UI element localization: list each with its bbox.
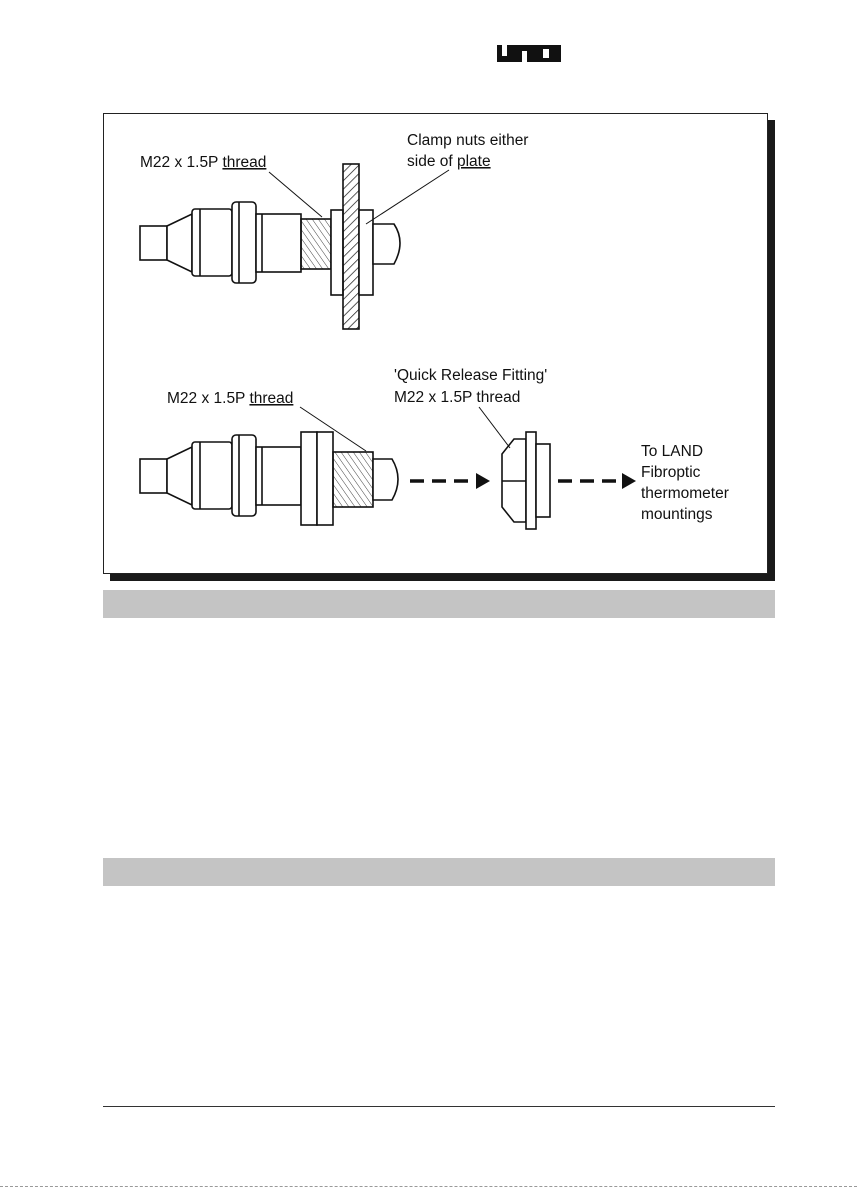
footer-rule xyxy=(103,1106,775,1107)
top-sensor-assembly xyxy=(140,164,400,329)
page-edge xyxy=(0,1186,857,1188)
clamp-nuts-label-line2: side of plate xyxy=(407,153,491,170)
mounting-diagram xyxy=(104,114,767,573)
destination-label-line4: mountings xyxy=(641,506,713,523)
quick-release-thread-label: M22 x 1.5P thread xyxy=(394,389,521,406)
destination-label-line3: thermometer xyxy=(641,485,729,502)
arrow-right-icon xyxy=(558,473,636,489)
quick-release-label: 'Quick Release Fitting' xyxy=(394,367,548,384)
clamp-nuts-label: Clamp nuts either xyxy=(407,132,529,149)
top-thread-leader xyxy=(269,172,322,217)
arrow-right-icon xyxy=(410,473,490,489)
destination-label-line2: Fibroptic xyxy=(641,464,701,481)
section-header-bar xyxy=(103,590,775,618)
quick-release-leader xyxy=(479,407,510,448)
mounting-figure xyxy=(103,113,768,574)
bottom-thread-label: M22 x 1.5P thread xyxy=(167,390,294,407)
top-thread-label: M22 x 1.5P thread xyxy=(140,154,267,171)
logo-icon xyxy=(497,45,561,62)
destination-label-line1: To LAND xyxy=(641,443,704,460)
clamp-nuts-leader xyxy=(366,170,449,224)
section-header-bar xyxy=(103,858,775,886)
